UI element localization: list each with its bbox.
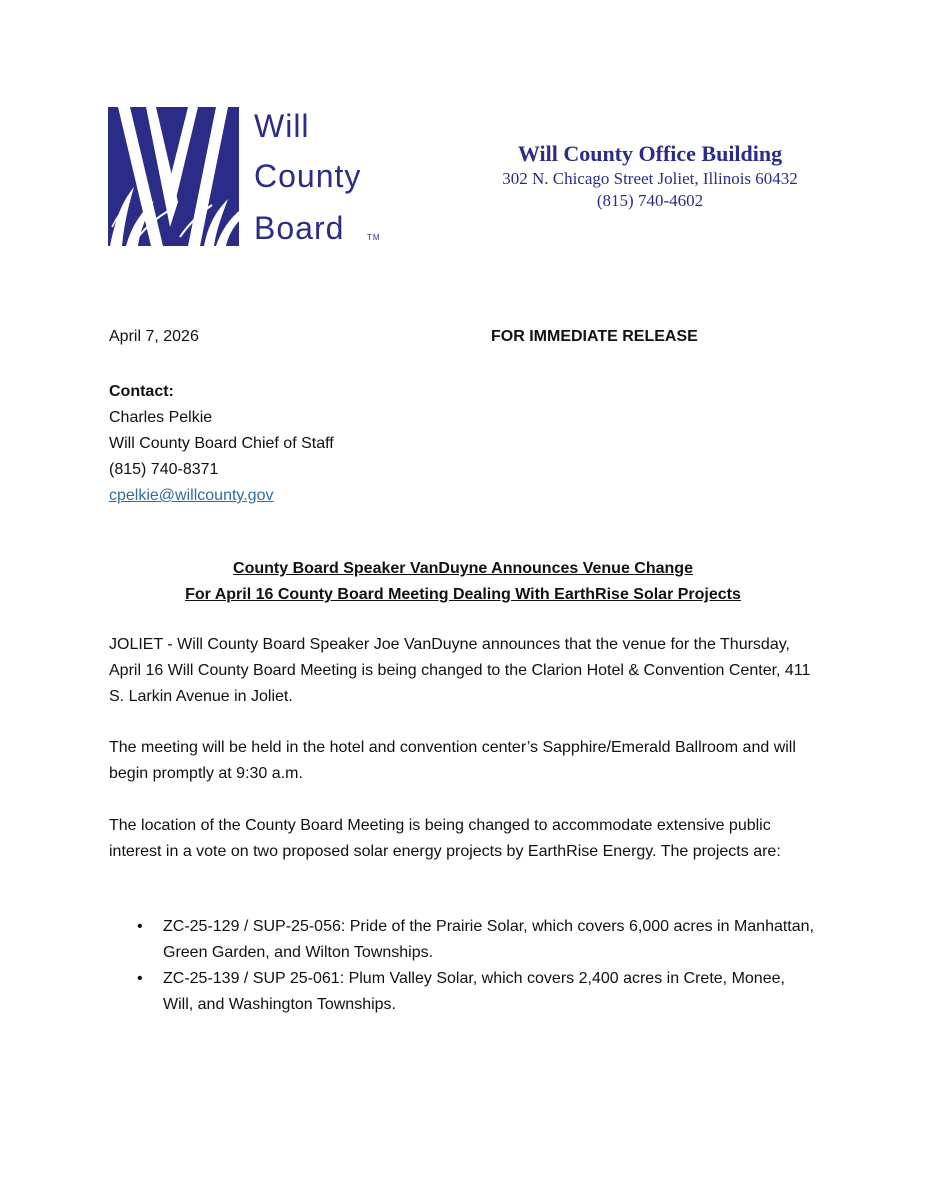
headline-line-2: For April 16 County Board Meeting Dealing With EarthRise Solar Projects xyxy=(185,586,741,603)
headline-line-1: County Board Speaker VanDuyne Announces Venue Change xyxy=(233,560,693,577)
contact-block xyxy=(109,379,334,509)
contact-email-link[interactable]: cpelkie@willcounty.gov xyxy=(109,487,274,504)
office-header xyxy=(470,140,830,212)
contact-phone: (815) 740-8371 xyxy=(109,461,219,478)
body-paragraph-1: JOLIET - Will County Board Speaker Joe VanDuyne announces that the venue for the Thursday, April 16 Will County Board Meeting is being changed to the Clarion Hotel & Convention Center, 411 S. Larkin Avenue in Joliet. xyxy=(109,636,811,705)
logo-line-county: County xyxy=(254,158,362,194)
list-item: • ZC-25-139 / SUP 25-061: Plum Valley Solar, which covers 2,400 acres in Crete, Monee, Will, and Washington Townships. xyxy=(109,966,817,1018)
press-release-headline xyxy=(109,556,817,608)
office-name: Will County Office Building xyxy=(517,141,783,166)
trademark-mark: TM xyxy=(367,233,381,242)
body-paragraph-2: The meeting will be held in the hotel and convention center’s Sapphire/Emerald Ballroom and will begin promptly at 9:30 a.m. xyxy=(109,739,796,782)
logo-grass-w-icon xyxy=(108,107,239,246)
office-address: 302 N. Chicago Street Joliet, Illinois 60432 xyxy=(502,169,798,188)
logo-wordmark xyxy=(254,107,390,249)
immediate-release-label: FOR IMMEDIATE RELEASE xyxy=(491,328,698,345)
logo-line-board: Board xyxy=(254,210,345,246)
contact-title: Will County Board Chief of Staff xyxy=(109,435,334,452)
will-county-board-logo xyxy=(108,107,390,249)
release-date: April 7, 2026 xyxy=(109,328,199,345)
projects-list xyxy=(109,914,817,1018)
body-paragraph-3: The location of the County Board Meeting is being changed to accommodate extensive public interest in a vote on two proposed solar energy projects by EarthRise Energy. The projects are: xyxy=(109,817,781,860)
office-phone: (815) 740-4602 xyxy=(596,191,704,210)
list-item: • ZC-25-129 / SUP-25-056: Pride of the Prairie Solar, which covers 6,000 acres in Manhattan, Green Garden, and Wilton Townships. xyxy=(109,914,817,966)
logo-line-will: Will xyxy=(254,108,310,144)
contact-name: Charles Pelkie xyxy=(109,409,213,426)
contact-label: Contact: xyxy=(109,383,174,400)
